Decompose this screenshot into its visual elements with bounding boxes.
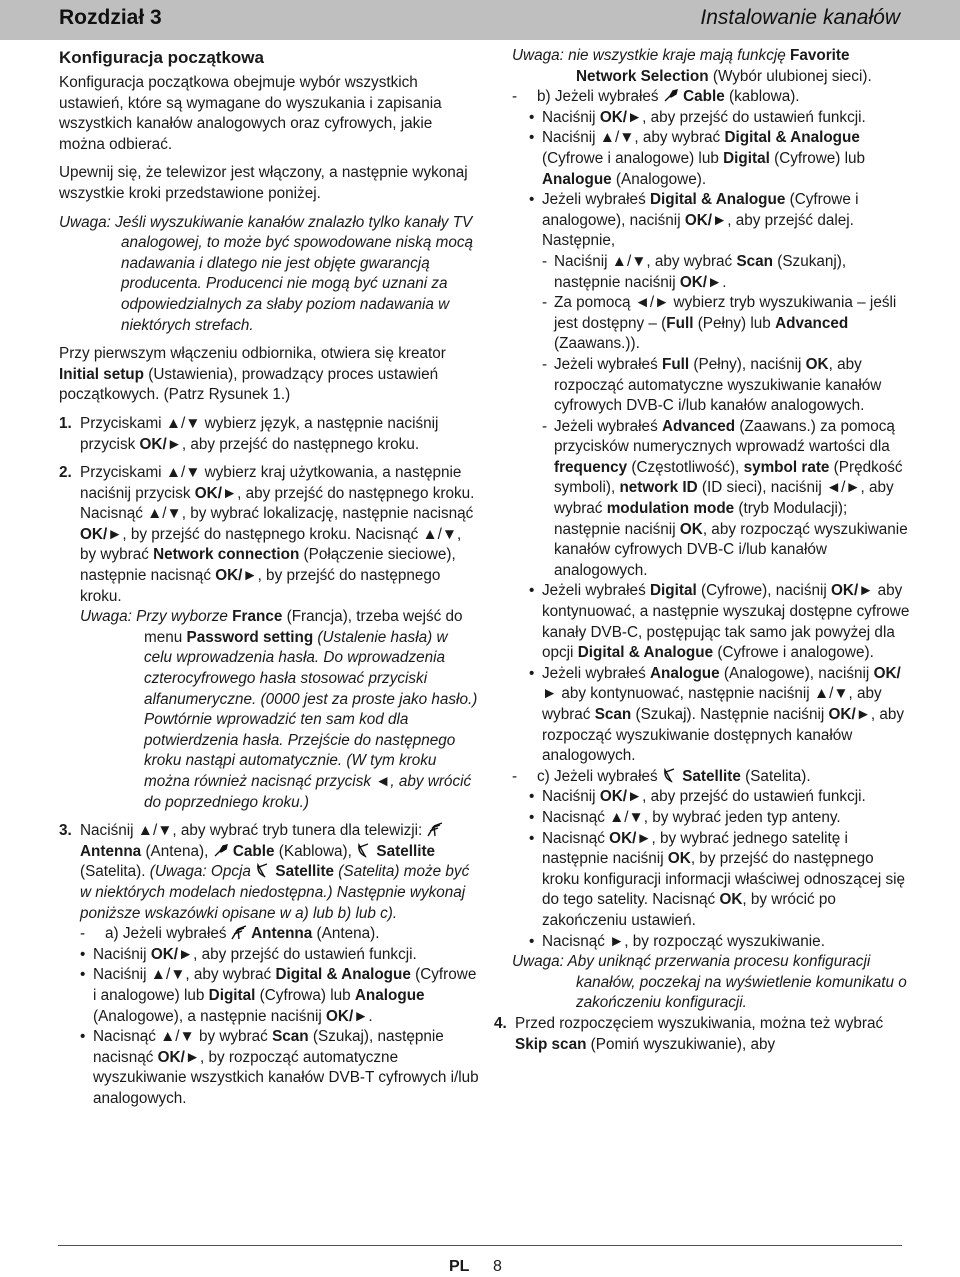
list-item: • Naciśnij OK/►, aby przejść do ustawień funkcji. — [80, 945, 417, 963]
list-item: • Naciśnij OK/►, aby przejść do ustawień funkcji. — [529, 108, 866, 126]
section-heading: Konfiguracja początkowa — [59, 48, 264, 67]
list-item: • Jeżeli wybrałeś Digital (Cyfrowe), naciśnij OK/► aby kontynuować, a następnie wyszukaj dostępne cyfrowe kanały DVB-C, postępując tak samo jak powyżej dla opcji Digital & Analogue (Cyfrowe i analogowe). — [529, 582, 910, 662]
list-item: - Za pomocą ◄/► wybierz tryb wyszukiwania – jeśli jest dostępny – (Full (Pełny) lub Advanced (Zaawans.)). — [542, 294, 897, 353]
section-title: Instalowanie kanałów — [700, 6, 900, 29]
right-column — [494, 46, 912, 1055]
list-item: • Jeżeli wybrałeś Digital & Analogue (Cyfrowe i analogowe), naciśnij OK/►, aby przejść dalej. Następnie, — [529, 191, 859, 250]
step-number: 2. — [59, 464, 72, 482]
step-1: 1. Przyciskami ▲/▼ wybierz język, a następnie naciśnij przycisk OK/►, aby przejść do następnego kroku. — [59, 414, 439, 453]
password-note: Uwaga: Przy wyborze France (Francja), trzeba wejść do menu Password setting (Ustalenie hasła) w celu wprowadzenia hasła. Do wprowadzenia czterocyfrowego hasła stosować przyciski alfanumeryczne. (0000 jest za proste jako hasło.) Powtórnie wprowadzić ten sam kod dla potwierdzenia hasła. Przejście do następnego kroku nastąpi automatycznie. (W tym kroku można również nacisnąć przycisk ◄, aby wrócić do poprzedniego kroku.) — [80, 608, 478, 811]
list-item: • Naciśnij OK/►, aby przejść do ustawień funkcji. — [529, 788, 866, 806]
page-number: 8 — [493, 1258, 502, 1275]
antenna-icon — [231, 925, 247, 940]
step-4: 4. Przed rozpoczęciem wyszukiwania, można też wybrać Skip scan (Pomiń wyszukiwanie), aby — [494, 1014, 884, 1053]
step-3: 3. Naciśnij ▲/▼, aby wybrać tryb tunera dla telewizji: Antenna (Antena), Cable (Kablowa), Satellite (Satelita). (Uwaga: Opcja Satellite (Satelita) może być w niektórych modelach niedostępna.) Następnie wykonaj poniższe wskazówki opisane w a) lub b) lub c). — [59, 822, 470, 922]
list-item: - Jeżeli wybrałeś Full (Pełny), naciśnij OK, aby rozpocząć automatyczne wyszukiwanie kanałów cyfrowych DVB-C i/lub kanałów analogowych. — [542, 355, 882, 415]
option-b: - b) Jeżeli wybrałeś Cable (kablowa). — [512, 88, 800, 106]
list-item: • Nacisnąć OK/►, by wybrać jednego satelitę i następnie naciśnij OK, by przejść do następnego kroku konfiguracji informacji właściwej odnoszącej się do tego satelity. Nacisnąć OK, by wrócić po zakończeniu ustawień. — [529, 829, 906, 929]
instruction-paragraph: Upewnij się, że telewizor jest włączony, a następnie wykonaj wszystkie kroki przedstawione poniżej. — [59, 164, 468, 202]
left-column — [59, 46, 479, 1110]
satellite-icon — [662, 768, 678, 783]
page-header — [0, 0, 960, 40]
step-number: 1. — [59, 414, 72, 432]
satellite-icon — [356, 843, 372, 858]
list-item: • Jeżeli wybrałeś Analogue (Analogowe), naciśnij OK/► aby kontynuować, następnie naciśnij ▲/▼, aby wybrać Scan (Szukaj). Następnie naciśnij OK/►, aby rozpocząć wyszukiwanie dostępnych kanałów analogowych. — [529, 664, 905, 765]
intro-paragraph: Konfiguracja początkowa obejmuje wybór wszystkich ustawień, które są wymagane do wyszukania i zapisania wszystkich kanałów analogowych oraz cyfrowych, jakie można odbierać. — [59, 74, 442, 153]
wizard-paragraph: Przy pierwszym włączeniu odbiornika, otwiera się kreator Initial setup (Ustawienia), prowadzący proces ustawień początkowych. (Patrz Rysunek 1.) — [59, 345, 446, 404]
option-c: - c) Jeżeli wybrałeś Satellite (Satelita). — [512, 767, 811, 785]
list-item: • Nacisnąć ▲/▼ by wybrać Scan (Szukaj), następnie nacisnąć OK/►, by rozpocząć automatyczne wyszukiwanie wszystkich kanałów DVB-T cyfrowych i/lub analogowych. — [80, 1028, 479, 1107]
list-item: • Naciśnij ▲/▼, aby wybrać Digital & Analogue (Cyfrowe i analogowe) lub Digital (Cyfrowe) lub Analogue (Analogowe). — [529, 129, 866, 188]
page-footer — [449, 1258, 502, 1276]
note-paragraph: Uwaga: nie wszystkie kraje mają funkcję Favorite Network Selection (Wybór ulubionej sieci). — [512, 47, 872, 85]
step-number: 4. — [494, 1014, 507, 1032]
antenna-icon — [427, 822, 443, 837]
note-paragraph: Uwaga: Jeśli wyszukiwanie kanałów znalazło tylko kanały TV analogowej, to może być spowodowane niską mocą nadawania i dlatego nie jest objęte gwarancją producenta. Producenci nie mogą być uznani za odpowiedzialnych za słaby poziom nadawania w niektórych strefach. — [59, 213, 474, 334]
list-item: • Nacisnąć ►, by rozpocząć wyszukiwanie. — [529, 932, 825, 950]
list-item: • Nacisnąć ▲/▼, by wybrać jeden typ anteny. — [529, 808, 841, 826]
footer-divider — [58, 1245, 902, 1246]
step-2: 2. Przyciskami ▲/▼ wybierz kraj użytkowania, a następnie naciśnij przycisk OK/►, aby przejść do następnego kroku. Nacisnąć ▲/▼, by wybrać lokalizację, następnie nacisnąć OK/►, by przejść do następnego kroku. Nacisnąć ▲/▼, by wybrać Network connection (Połączenie sieciowe), następnie nacisnąć OK/►, by przejść do następnego kroku. — [59, 464, 475, 605]
step-number: 3. — [59, 822, 72, 840]
list-item: - Naciśnij ▲/▼, aby wybrać Scan (Szukanj), następnie naciśnij OK/►. — [542, 252, 847, 291]
list-item: • Naciśnij ▲/▼, aby wybrać Digital & Analogue (Cyfrowe i analogowe) lub Digital (Cyfrowa) lub Analogue (Analogowe), a następnie naciśnij OK/►. — [80, 966, 477, 1025]
list-item: - Jeżeli wybrałeś Advanced (Zaawans.) za pomocą przycisków numerycznych wprowadź wartości dla frequency (Częstotliwość), symbol rate (Prędkość symboli), network ID (ID sieci), naciśnij ◄/►, aby wybrać modulation mode (tryb Modulacji); następnie naciśnij OK, aby rozpocząć wyszukiwanie kanałów cyfrowych DVB-C i/lub kanałów analogowych. — [542, 417, 908, 579]
note-paragraph: Uwaga: Aby uniknąć przerwania procesu konfiguracji kanałów, poczekaj na wyświetlenie komunikatu o zakończeniu konfiguracji. — [512, 953, 907, 1012]
cable-icon — [213, 843, 229, 858]
cable-icon — [663, 88, 679, 103]
satellite-icon — [255, 863, 271, 878]
chapter-title: Rozdział 3 — [59, 6, 162, 29]
language-code: PL — [449, 1258, 470, 1275]
option-a: - a) Jeżeli wybrałeś Antenna (Antena). — [80, 925, 380, 943]
